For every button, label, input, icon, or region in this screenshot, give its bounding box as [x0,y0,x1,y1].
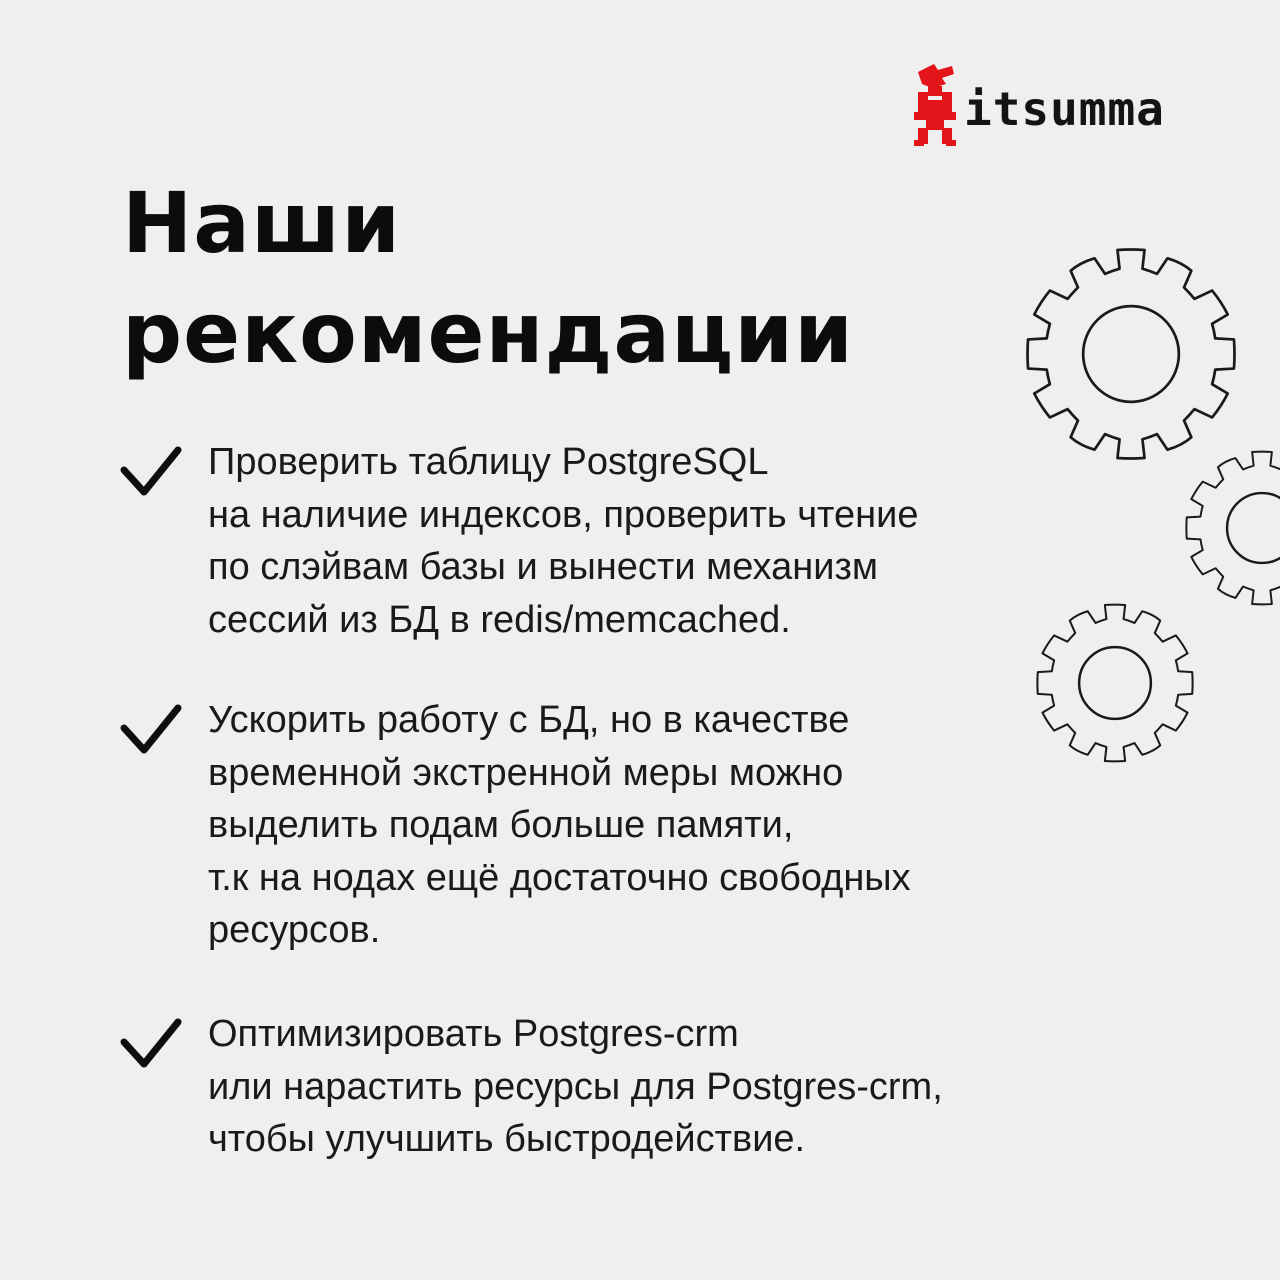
title-line: рекомендации [122,284,854,382]
recommendation-line: т.к на нодах ещё достаточно свободных [208,856,911,899]
recommendation-line: выделить подам больше памяти, [208,804,794,846]
gear-icon [1028,249,1235,458]
checkmark-icon [120,446,182,498]
itsumma-logo-mark-icon [912,62,958,148]
checkmark-icon [120,1018,182,1070]
gear-icon [1186,452,1280,605]
recommendation-line: временной экстренной меры можно [208,751,844,794]
recommendation-line: Проверить таблицу PostgreSQL [208,441,769,483]
recommendation-line: Оптимизировать Postgres-crm [208,1013,739,1055]
recommendation-line: на наличие индексов, проверить чтение [208,493,919,536]
recommendation-text [208,436,918,646]
logo-wordmark: itsumma [964,82,1165,136]
recommendation-text [208,694,911,957]
recommendation-line: ресурсов. [208,909,381,951]
brand-logo [912,62,1165,148]
recommendation-line: сессий из БД в redis/memcached. [208,598,791,641]
recommendation-line: Ускорить работу с БД, но в качестве [208,699,850,741]
recommendation-line: или нарастить ресурсы для Postgres-crm, [208,1065,943,1108]
page-title [122,168,982,388]
recommendation-text [208,1008,943,1166]
recommendation-line: по слэйвам базы и вынести механизм [208,546,879,588]
gear-icon [1037,605,1192,762]
checkmark-icon [120,704,182,756]
title-line: Наши [122,174,402,272]
recommendation-line: чтобы улучшить быстродействие. [208,1118,806,1160]
